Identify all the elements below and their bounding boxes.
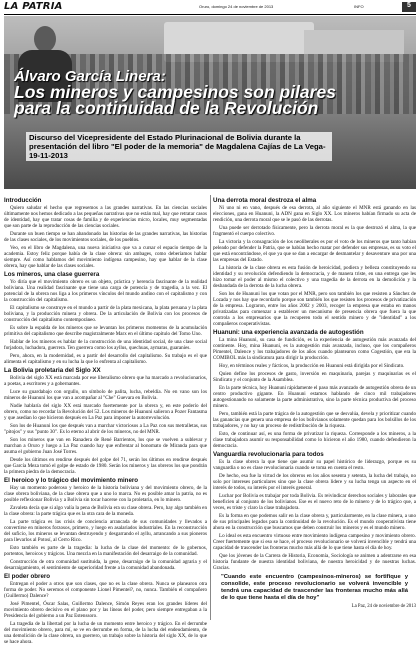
pull-quote: "Cuando este encuentro (campesinos-mineros) se fortifique y consolide, este proceso revolucionario se volverá invencible y tendrá una capacidad de trascender las fronteras mucho más allá de lo que tiene hasta el día de hoy"	[221, 574, 408, 601]
section-heading: Introducción	[4, 197, 42, 204]
section-heading: Huanuni: una experiencia avanzada de autogestión	[213, 329, 364, 336]
section-heading: El poder obrero	[4, 573, 51, 580]
paragraph: José Pimentel, Óscar Salas, Guillermo Dalence, Simón Reyes eran los grandes líderes del movimiento obrero decisivo en el plano por y las líneas del poder, pero siempre entregaban a la Presidencia del gobierno a un Paz Estenssoro.	[4, 601, 207, 619]
paragraph: Quien define los procesos de gasto, inversión en maquinaria, parejas y maquinarias es el Sindicato y el conjunto de la Asamblea.	[213, 371, 416, 383]
paragraph: La mina Huanuni, su casa de fundición, es la experiencia de autogestión más avanzada del continente. Hoy, mina Huanuni, es la autogestión más avanzada, incluso, que los compañeros Pimentel, Dalence y los trabajadores de los años cuando plantearon como Cogestión, que era la COMIBOL más la sindicatura para dirigir la producción.	[213, 337, 416, 361]
headline-title: Los mineros y campesinos son pilares para la continuidad de la Revolución	[14, 82, 336, 118]
paragraph: Zavaleta decía que si algo valía la pena de Bolivia era su clase obrera. Pero, hay algo también en la clase obrera: la parte trágica que es la otra cara de la moneda.	[4, 505, 207, 517]
paragraph: La victoria y la consagración de los neoliberales es por el voto de los mineros que tanto habían peleado por defender la Patria, que se habían hecho matar por defender sus empresas, es su voto el que está encontrándose, el que ya que se dan a encargar de desmantelar y desaventure una por una las empresas del Estado.	[213, 239, 416, 263]
paragraph: Es la clase obrera la que tiene que asumir su papel histórico de liderazgo, porque es su vanguardia o no es clase revolucionaria cuando se toma en cuenta el resto.	[213, 459, 416, 471]
paragraph: Son los mineros que van en Ranadera de René Barrientos, los que se vuelven a sublevar y marchan a Oruro y luego a La Paz cuando hay que enfrentar al bonomato de Miranda para que asuma el gobierno Juan José Torres.	[4, 437, 207, 455]
paragraph: Pero, también está la parte trágica de la autogestión que se desvalúa, devela y prioritizar cuando las ganancias que genera una empresa de los bolivianos solamente quedan para los bolsillos de los trabajadores, y no hay un proceso de redistribución de la riqueza.	[213, 411, 416, 429]
paragraph: Son los de Huanuni los que después van a marchar victoriosos a La Paz con sus metralletas, sus "pitojos" y sus "punto 30". Es lo eterno al abrir de los mineros, no del MNR.	[4, 423, 207, 435]
paragraph: Hablar de los mineros es hablar de la construcción de una identidad social, de una clase social forjadora, luchadora, guerrera. Ten guerrera como los ayllus, quechuas, aymaras, guaraníes.	[4, 339, 207, 351]
paragraph: La tragedia de la libertad por la lucha de un momento entre heroico y trágico. En el derrumbe del movimiento obrero, para mí, se ve en derrumbe en forma, de la lucha del endeudamiento, de una demolición de la clase obrera, un guerrero, un trabajo sobre la historia del siglo XX, de lo que se hace ahora.	[4, 621, 207, 645]
paragraph: El capitalismo se construye en el mundo a partir de la plata mexicana, la plata peruana y la plata boliviana, y la producción minera y obrera. De la articulación de Bolivia con los procesos de construcción del capitalismo contemporáneo.	[4, 305, 207, 323]
section-heading: El heroico y lo trágico del movimiento minero	[4, 477, 139, 484]
paragraph: Durante un buen tiempo se han abandonado las historias de las grandes narrativas, las historias de las clases sociales, de los movimientos sociales, de los pueblos.	[4, 231, 207, 243]
section-heading: Vanguardia revolucionaria para todos	[213, 451, 324, 458]
headline	[14, 70, 354, 116]
article-column-left	[4, 195, 207, 645]
section-label: INFO	[354, 4, 364, 9]
newspaper-logo: LA PATRIA	[4, 1, 63, 12]
paragraph: Hay un momento poderoso y heroico de la historia boliviana y del movimiento obrero, de la clase obrera boliviana, de la clase obrera que a uno lo marca. No es posible amar la patria, no es posible reflexionar Bolivia y a Bolivia sin tocar hacerse con la proletaria, en lo minero.	[4, 485, 207, 503]
paragraph: Es sobre la espalda de los mineros que se levantan los primeros momentos de la acumulación primitiva del capitalismo que describe magistralmente Marx en el último capítulo del Tomo Uno.	[4, 325, 207, 337]
paragraph: De hecho, esa fue la virtud de los obreros en los años sesenta y setenta, la lucha del trabajo, no solo por intereses particulares sino que la clase obrera lidere y su lucha tenga un aspecto en el interés de todos, su interés por el interés general.	[213, 473, 416, 491]
paragraph: Desde los últimos en rendirse después del golpe del 71, serán los últimos en rendirse después que García Meza tomó el golpe de estado de 1980. Serán los mineros y las obreros los que pondrán la primera piedra de la democracia.	[4, 457, 207, 475]
paragraph: La parte trágica es las crisis de conciencia arrancada de sus comunidades y llevados a convertirse en mineros forzosos, primero, y luego en asalariados industriales. En la reconstrucción del suficio, los mineros se levantan destruyendo y desgarrando el ayllu, arrancando a sus pioneros para llevarlos al Potosí, al Cerro Rico.	[4, 519, 207, 543]
paragraph: Que los jóvenes de la Carrera de Historia, Economía, Sociología se animen a adentrarse en esa historia fundante de nuestra identidad boliviana, de nuestra heroicidad y de nuestras luchas. Gracias.	[213, 553, 416, 571]
paragraph: Una puede ser derrotado físicamente, pero la derrota moral es la que destrozó el alma, la que fragmentó el cuerpo colectivo.	[213, 225, 416, 237]
paragraph: Es la forma en que podemos salir en la clase obrera y, particularmente, en la clase minera, a uno de sus principales legados para la continuidad de la revolución. Es el mundo cooperativista tiene ahora en la construcción que buscamos que deben construir los mineros y es el mundo minero.	[213, 513, 416, 531]
paragraph: Esto también es parte de la tragedia: la lucha de la clase del momento: de lo gobernos, portentos, heroicos y trágicos. Una mezcla en la manifestación del desarraigo de la comunidad.	[4, 545, 207, 557]
paragraph: Nadie hablaría del siglo XX está marcado fuertemente por la obrera y, en este poderío del obrero, como no recordar la Revolución del 52. Los mineros de Huanuni salieron a Pozer Fantasma y que asedian lo que hicieron después en La Paz para imponer la autorrevolución.	[4, 403, 207, 421]
masthead	[4, 3, 416, 15]
section-heading: Los mineros, una clase guerrera	[4, 271, 100, 278]
paragraph: Lo ideal es esta encuentro virtuoso entre movimiento indígena campesino y movimiento obrero. Creer fuertemente que si eso se hace, el proceso revolucionario se volverá invencible y tendrá una capacidad de trascender las fronteras mucho más allá de lo que tiene hasta el día de hoy.	[213, 533, 416, 551]
paragraph: Entregan el poder a otros que son clases, que no es la clase obrera. Nunca se planearon otra forma de poder. No seremos el componente Lionel Pimentel?, no, nunca. También el compañero (Guillermo) Dalence?	[4, 581, 207, 599]
headline-kicker: Álvaro García Linera:	[14, 68, 166, 85]
dateline: Oruro, domingo 24 de noviembre de 2013	[199, 4, 274, 9]
column-divider	[210, 195, 211, 620]
page-number: 5	[402, 2, 416, 12]
paragraph: Son los de Huanuni los que votan por el MNR, pero son también los que resisten a Sánchez de Lozada y nos hay que recordarlo porque son también los que resisten los procesos de privatización de la empresa. Lograron, entre los años 2002 y 2003, recoger la empresa que estaba en manos privatizadas para comenzar a establecer un mecanismo de presencia obrera que fuera la que controla a los empresarios que la recuperen todo el sentido minero y de "identidad" a los compañeros cooperativistas.	[213, 291, 416, 327]
source-line: La Paz, 24 de noviembre de 2013	[351, 604, 416, 609]
section-heading: La Bolivia proletaria del Siglo XX	[4, 367, 101, 374]
paragraph: Pero, ahora, en la modernidad, es a partir del desarrollo del capitalismo. Su trabajo es el que alimenta el capitalismo y en su lucha la que lo enfrenta al capitalismo.	[4, 353, 207, 365]
section-heading: Una derrota moral destroza el alma	[213, 197, 317, 204]
speaker-head	[34, 26, 56, 52]
paragraph: Ni uno ni en vano, después de esa derrota, al año siguiente el MNR está ganando en las elecciones, gana en Huanuni, la ADN gana en Siglo XX. Los mineros habían firmado su acta de rendición, una derrota moral que se le pasó de las derrotas.	[213, 205, 416, 223]
article-column-right	[213, 195, 416, 620]
subheadline: Discurso del Vicepresidente del Estado Plurinacional de Bolivia durante la presentación del libro "El poder de la memoria" de Magdalena Cajías de La Vega- 19-11-2013	[26, 132, 332, 161]
paragraph: Quiero saludar el hecho que regresemos a las grandes narrativas. En las ciencias sociales últimamente nos hemos dedicado a las pequeñas narrativas que no están mal, hay que retratar casos de identidad, hay que tratar cosas de familia y de experiencias micro, locales, muy segmentadas que son parte de la reproducción de las ciencias sociales.	[4, 205, 207, 229]
hero-photo	[4, 16, 416, 189]
paragraph: Hoy, en términos reales y fácticos, la producción en Huanuni está dirigida por el Sindicato.	[219, 363, 405, 369]
paragraph: Yo diría que el movimiento obrero es un objeto, práctica y herencia fascinante de la realidad boliviana. Una realidad fascinante que tiene una carga de potencia y de tragedia, a la vez. El potencial de la obrera nos liga a los primeros vínculos del mundo andino con el capitalismo y con la construcción del capitalismo.	[4, 279, 207, 303]
paragraph: La historia de la clase obrera es esta fusión de heroicidad, podiera y belleza constituyendo su identidad y su revolución defendiendo la democracia, y de manera triste, en una entrega que les hizo tomar el poder al mismo el colectivo y una tragedia de la derrota en la demolición y la desbandada de la derrota de la lucha obrera.	[213, 265, 416, 289]
paragraph: Bolivia del siglo XX está marcada por ese liberalismo obrero que ha marcado a revolucionarios, a poetas, a escritores y a gobernantes.	[4, 375, 207, 387]
paragraph: En la parte técnica, hoy Huanuni rápidamente el paso más avanzado de autogestión obrera de un centro productivo gigante. En Huanuni estamos hablando de cinco mil trabajadores autogestionando no solamente la parte administrativa, sino la parte técnica productiva del proceso minero.	[213, 385, 416, 409]
paragraph: Construcción de otra comunidad sustituida, la gene, desarraigo de la comunidad agraria y el desarraigamiento, el sentimiento de superioridad frente a la comunidad abandonada.	[4, 559, 207, 571]
paragraph: Veo, en el libro de Magdalena, una nueva iniciativa que va a cursar el espacio tiempo de la academia. Estoy feliz porque había de la clase obrera: sin ambages, como deberíamos hablar siempre. Así como hablamos del movimiento indígena campesino, hay que hablar de la clase obrera, hay que hablar de las clases sociales.	[4, 245, 207, 269]
paragraph: Luce su guardabajo con orgullo, un símbolo de palita, lucha, rebeldía. No en vano son los mineros de Huanuni los que van a acompañar al "Che" Guevara en Bolivia.	[4, 389, 207, 401]
paragraph: Luchar por Bolivia es trabajar por toda Bolivia. Es reivindicar derechos sociales y laborales que beneficien al conjunto de los bolivianos. Ese es el nuevo reto de lo minero y de lo trágico que, a veces, es triste y claro la clase trabajadora.	[213, 493, 416, 511]
paragraph: Esto, de continuar así, es una forma de privatizar la riqueza. Corresponde a los mineros, a la clase trabajadora asumir su responsabilidad como lo hicieron el año 1980, cuando defendieron la democracia.	[213, 431, 416, 449]
